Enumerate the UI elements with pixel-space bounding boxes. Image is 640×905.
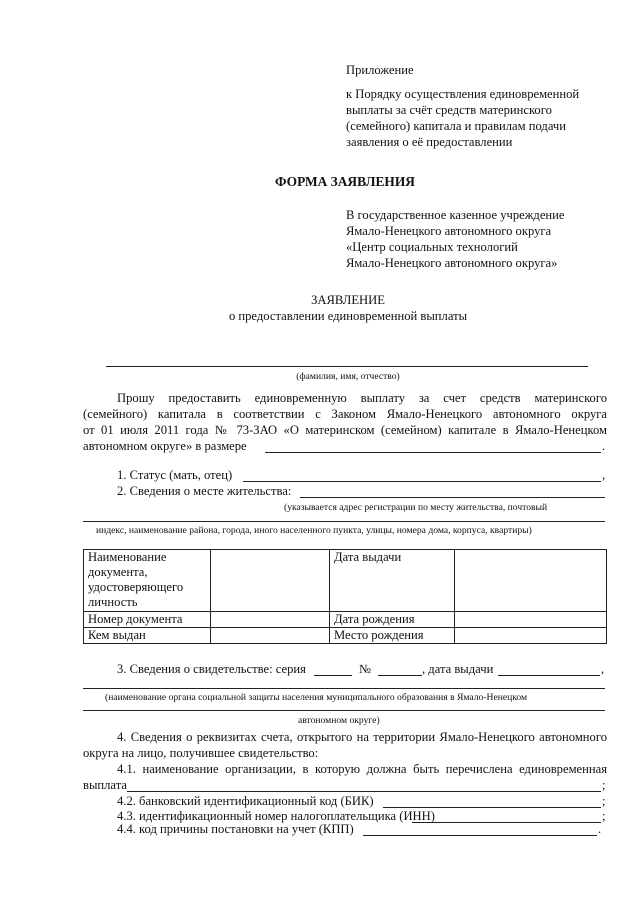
inn-end: ; [602, 809, 606, 823]
kpp-end: . [598, 822, 602, 836]
certificate-date-field[interactable] [498, 675, 600, 676]
residence-caption: (указывается адрес регистрации по месту жительства, почтовый [284, 502, 548, 513]
kpp-field[interactable] [363, 835, 597, 836]
certificate-series-label: 3. Сведения о свидетельстве: серия [117, 662, 306, 676]
id-doc-label: Наименование документа, удостоверяющего личность [84, 550, 211, 612]
request-last-line: автономном округе» в размере [83, 439, 247, 453]
org-name-label-2: выплата [83, 778, 127, 792]
account-heading-2: округа на лицо, получившее свидетельство: [83, 746, 319, 760]
org-name-end: ; [602, 778, 606, 792]
appendix-line: заявления о её предоставлении [346, 135, 513, 149]
statement-subtitle: о предоставлении единовременной выплаты [228, 309, 468, 323]
fio-caption: (фамилия, имя, отчество) [296, 371, 400, 382]
request-line: Прошу предоставить единовременную выплату за счет средств материнского [117, 391, 607, 405]
issued-by-value[interactable] [211, 628, 330, 644]
appendix-line: (семейного) капитала и правилам подачи [346, 119, 566, 133]
authority-caption-2: автономном округе) [298, 715, 380, 726]
request-end: . [602, 439, 606, 453]
certificate-end: , [601, 662, 605, 676]
residence-field-2[interactable] [83, 521, 605, 522]
form-title: ФОРМА ЗАЯВЛЕНИЯ [275, 174, 415, 189]
request-line: от 01 июля 2011 года № 73-ЗАО «О материнском (семейном) капитале в Ямало-Ненецком [83, 423, 607, 437]
statement-title: ЗАЯВЛЕНИЕ [311, 293, 385, 307]
birth-place-value[interactable] [455, 628, 607, 644]
fio-field[interactable] [106, 366, 588, 367]
bik-end: ; [602, 794, 606, 808]
doc-number-label: Номер документа [84, 612, 211, 628]
inn-label: 4.3. идентификационный номер налогоплательщика (ИНН) [117, 809, 435, 823]
doc-number-value[interactable] [211, 612, 330, 628]
org-name-label: 4.1. наименование организации, в которую должна быть перечислена единовременная [117, 762, 607, 776]
birth-place-label: Место рождения [330, 628, 455, 644]
birth-date-value[interactable] [455, 612, 607, 628]
addressee-line: Ямало-Ненецкого автономного округа [346, 224, 552, 238]
addressee-line: В государственное казенное учреждение [346, 208, 565, 222]
residence-label: 2. Сведения о месте жительства: [117, 484, 292, 498]
certificate-number-label: № [359, 662, 372, 676]
appendix-line: выплаты за счёт средств материнского [346, 103, 552, 117]
issue-date-value[interactable] [455, 550, 607, 612]
addressee-line: «Центр социальных технологий [346, 240, 518, 254]
status-field[interactable] [243, 481, 601, 482]
inn-field[interactable] [412, 822, 601, 823]
status-label: 1. Статус (мать, отец) [117, 468, 233, 482]
appendix-title: Приложение [346, 63, 414, 77]
certificate-date-label: , дата выдачи [422, 662, 494, 676]
id-document-table [83, 549, 607, 644]
request-line: (семейного) капитала в соответствии с Законом Ямало-Ненецкого автономного округа [83, 407, 607, 421]
addressee-line: Ямало-Ненецкого автономного округа» [346, 256, 558, 270]
authority-caption: (наименование органа социальной защиты населения муниципального образования в Ямало-Ненецком [105, 692, 528, 703]
authority-field-2[interactable] [83, 710, 605, 711]
birth-date-label: Дата рождения [330, 612, 455, 628]
org-name-field[interactable] [127, 791, 601, 792]
amount-field[interactable] [265, 452, 601, 453]
bik-label: 4.2. банковский идентификационный код (БИК) [117, 794, 374, 808]
issue-date-label: Дата выдачи [330, 550, 455, 612]
id-doc-value[interactable] [211, 550, 330, 612]
account-heading: 4. Сведения о реквизитах счета, открытого на территории Ямало-Ненецкого автономного [117, 730, 607, 744]
issued-by-label: Кем выдан [84, 628, 211, 644]
certificate-number-field[interactable] [378, 675, 422, 676]
kpp-label: 4.4. код причины постановки на учет (КПП) [117, 822, 354, 836]
certificate-series-field[interactable] [314, 675, 352, 676]
residence-field[interactable] [300, 497, 605, 498]
appendix-line: к Порядку осуществления единовременной [346, 87, 580, 101]
status-end: , [602, 468, 606, 482]
residence-caption-2: индекс, наименование района, города, иного населенного пункта, улицы, номера дома, корпуса, квартиры) [96, 525, 532, 536]
authority-field[interactable] [83, 688, 605, 689]
